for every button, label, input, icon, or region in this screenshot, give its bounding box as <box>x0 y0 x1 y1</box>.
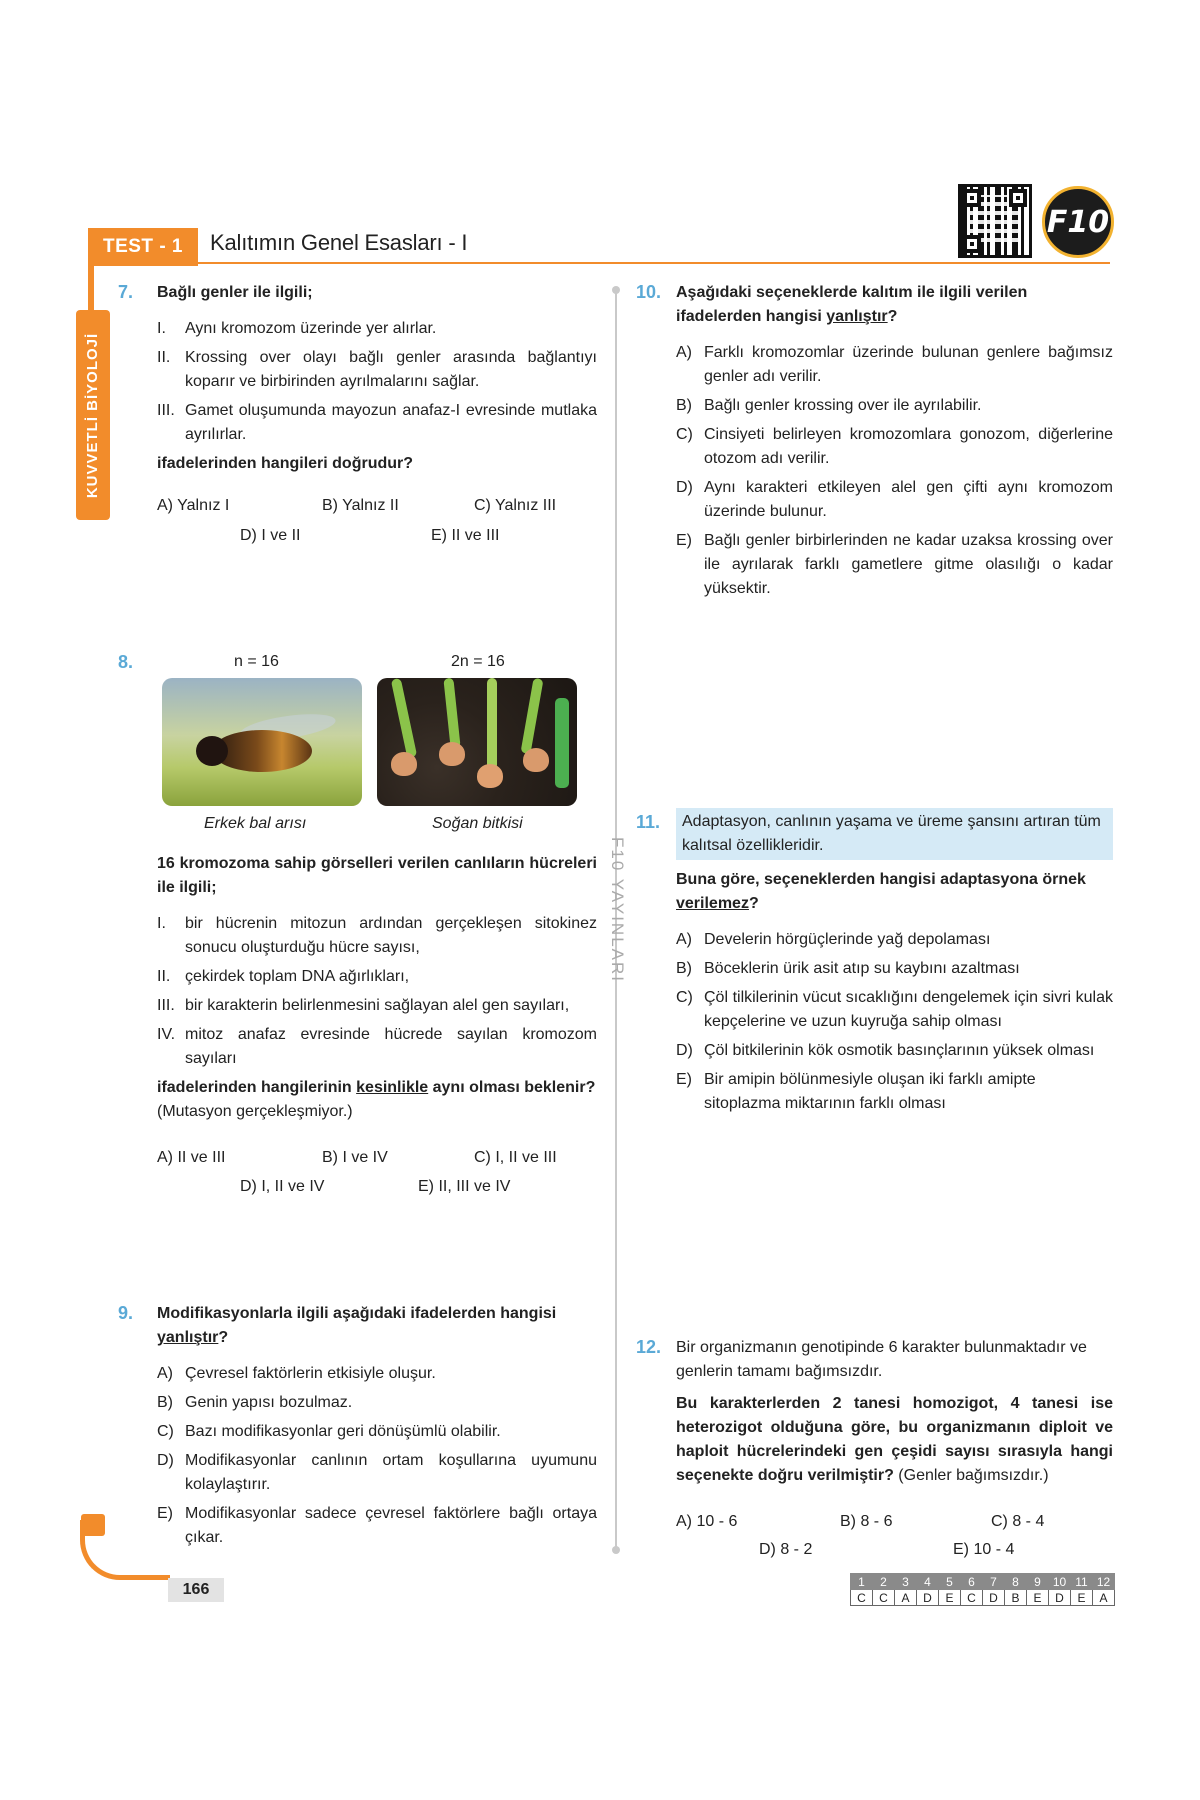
test-label: TEST - 1 <box>88 228 198 266</box>
q7-item: III. Gamet oluşumunda mayozun anafaz-I evresinde mutlaka ayrılırlar. <box>157 402 597 443</box>
q10-stem: Aşağıdaki seçeneklerde kalıtım ile ilgili verilen ifadelerden hangisi yanlıştır? <box>676 284 1028 325</box>
header-accent-bar <box>88 262 94 312</box>
q7-option-a[interactable]: A) Yalnız I <box>157 497 230 514</box>
q8-number: 8. <box>118 652 134 672</box>
q12-option-a[interactable]: A) 10 - 6 <box>676 1513 738 1530</box>
q9-option[interactable]: C) Bazı modifikasyonlar geri dönüşümlü olabilir. <box>157 1423 501 1440</box>
q9-option[interactable]: D) Modifikasyonlar canlının ortam koşullarına uyumunu kolaylaştırır. <box>157 1452 597 1493</box>
onion-photo <box>377 678 577 806</box>
q11-block <box>676 808 1113 1116</box>
page-number: 166 <box>168 1578 224 1602</box>
q9-stem: Modifikasyonlarla ilgili aşağıdaki ifadelerden hangisi yanlıştır? <box>157 1305 557 1346</box>
q7-block <box>157 281 597 476</box>
publisher-logo: F10 <box>1042 186 1114 258</box>
q11-option[interactable]: B) Böceklerin ürik asit atıp su kaybını azaltması <box>676 960 1020 977</box>
q8-left-label: n = 16 <box>234 653 279 670</box>
q10-option[interactable]: A) Farklı kromozomlar üzerinde bulunan genlere bağımsız genler adı verilir. <box>676 344 1113 385</box>
q8-item: II. çekirdek toplam DNA ağırlıkları, <box>157 968 410 985</box>
q7-number: 7. <box>118 282 134 302</box>
q8-question: ifadelerinden hangilerinin kesinlikle aynı olması beklenir? (Mutasyon gerçekleşmiyor.) <box>157 1079 596 1120</box>
q11-option[interactable]: E) Bir amipin bölünmesiyle oluşan iki farklı amipte sitoplazma miktarının farklı olması <box>676 1071 1036 1112</box>
page-title: Kalıtımın Genel Esasları - I <box>210 230 468 255</box>
q7-question: ifadelerinden hangileri doğrudur? <box>157 455 414 472</box>
q7-stem: Bağlı genler ile ilgili; <box>157 284 313 301</box>
q10-option[interactable]: E) Bağlı genler birbirlerinden ne kadar uzaksa krossing over ile ayrılarak farklı gametlere gitme olasılığı o kadar yüksektir. <box>676 532 1113 597</box>
q11-number: 11. <box>636 812 661 832</box>
q7-option-b[interactable]: B) Yalnız II <box>322 497 399 514</box>
answer-key-numbers: 1 2 3 4 5 6 7 8 9 10 11 12 <box>851 1574 1115 1590</box>
q9-option[interactable]: B) Genin yapısı bozulmaz. <box>157 1394 353 1411</box>
q11-option[interactable]: A) Develerin hörgüçlerinde yağ depolaması <box>676 931 991 948</box>
q10-option[interactable]: C) Cinsiyeti belirleyen kromozomlara gonozom, diğerlerine otozom adı verilir. <box>676 426 1113 467</box>
q8-option-d[interactable]: D) I, II ve IV <box>240 1178 325 1195</box>
q9-block <box>157 1302 597 1550</box>
q12-intro: Bir organizmanın genotipinde 6 karakter bulunmaktadır ve genlerin tamamı bağımsızdır. <box>676 1339 1087 1380</box>
q10-option[interactable]: D) Aynı karakteri etkileyen alel gen çifti aynı kromozom üzerinde bulunur. <box>676 479 1113 520</box>
q11-info: Adaptasyon, canlının yaşama ve üreme şansını artıran tüm kalıtsal özellikleridir. <box>676 808 1113 860</box>
q8-item: IV. mitoz anafaz evresinde hücrede sayılan kromozom sayıları <box>157 1026 597 1067</box>
q12-option-b[interactable]: B) 8 - 6 <box>840 1513 893 1530</box>
answer-key <box>850 1573 1115 1606</box>
q12-number: 12. <box>636 1337 662 1357</box>
q8-option-b[interactable]: B) I ve IV <box>322 1149 388 1166</box>
q8-stem: 16 kromozoma sahip görselleri verilen canlıların hücreleri ile ilgili; <box>157 855 597 896</box>
header-rule <box>198 262 1110 264</box>
q12-option-c[interactable]: C) 8 - 4 <box>991 1513 1045 1530</box>
q8-option-c[interactable]: C) I, II ve III <box>474 1149 557 1166</box>
q12-option-d[interactable]: D) 8 - 2 <box>759 1541 813 1558</box>
q11-option[interactable]: C) Çöl tilkilerinin vücut sıcaklığını dengelemek için sivri kulak kepçelerine ve uzun kuyruğa sahip olması <box>676 989 1113 1030</box>
q12-option-e[interactable]: E) 10 - 4 <box>953 1541 1015 1558</box>
q7-option-e[interactable]: E) II ve III <box>431 527 500 544</box>
q11-option[interactable]: D) Çöl bitkilerinin kök osmotik basınçlarının yüksek olması <box>676 1042 1095 1059</box>
q8-right-caption: Soğan bitkisi <box>432 815 523 832</box>
q8-right-label: 2n = 16 <box>451 653 505 670</box>
q10-block <box>676 281 1113 601</box>
q7-item: I. Aynı kromozom üzerinde yer alırlar. <box>157 320 437 337</box>
q10-option[interactable]: B) Bağlı genler krossing over ile ayrılabilir. <box>676 397 982 414</box>
q9-number: 9. <box>118 1303 134 1323</box>
bee-photo <box>162 678 362 806</box>
q8-left-caption: Erkek bal arısı <box>204 815 307 832</box>
q7-option-d[interactable]: D) I ve II <box>240 527 301 544</box>
q9-option[interactable]: E) Modifikasyonlar sadece çevresel faktörlere bağlı ortaya çıkar. <box>157 1505 597 1546</box>
divider-dot <box>612 286 620 294</box>
q9-option[interactable]: A) Çevresel faktörlerin etkisiyle oluşur. <box>157 1365 436 1382</box>
q7-item: II. Krossing over olayı bağlı genler arasında bağlantıyı koparır ve birbirinden ayrılmalarını sağlar. <box>157 349 597 390</box>
q7-option-c[interactable]: C) Yalnız III <box>474 497 557 514</box>
side-label: KUVVETLİ BİYOLOJİ <box>84 332 102 498</box>
q8-block <box>157 852 597 1124</box>
q10-number: 10. <box>636 282 662 302</box>
answer-key-answers: C C A D E C D B E D E A <box>851 1590 1115 1606</box>
page-decoration-knob <box>81 1514 105 1536</box>
q8-option-a[interactable]: A) II ve III <box>157 1149 226 1166</box>
q12-stem: Bu karakterlerden 2 tanesi homozigot, 4 tanesi ise heterozigot olduğuna göre, bu organizmanın diploit ve haploit hücrelerindeki gen çeşidi sayısı sırasıyla hangi seçenekte doğru verilmiştir? (Genler bağımsızdır.) <box>676 1395 1113 1484</box>
divider-dot <box>612 1546 620 1554</box>
q11-stem: Buna göre, seçeneklerden hangisi adaptasyona örnek verilemez? <box>676 871 1086 912</box>
q8-option-e[interactable]: E) II, III ve IV <box>418 1178 511 1195</box>
qr-code-icon[interactable] <box>958 184 1032 258</box>
q12-block <box>676 1336 1113 1488</box>
q8-item: III. bir karakterin belirlenmesini sağlayan alel gen sayıları, <box>157 997 570 1014</box>
q8-item: I. bir hücrenin mitozun ardından gerçekleşen sitokinez sonucu oluşturduğu hücre sayısı, <box>157 915 597 956</box>
vertical-brand: F10 YAYINLARI <box>608 837 627 983</box>
